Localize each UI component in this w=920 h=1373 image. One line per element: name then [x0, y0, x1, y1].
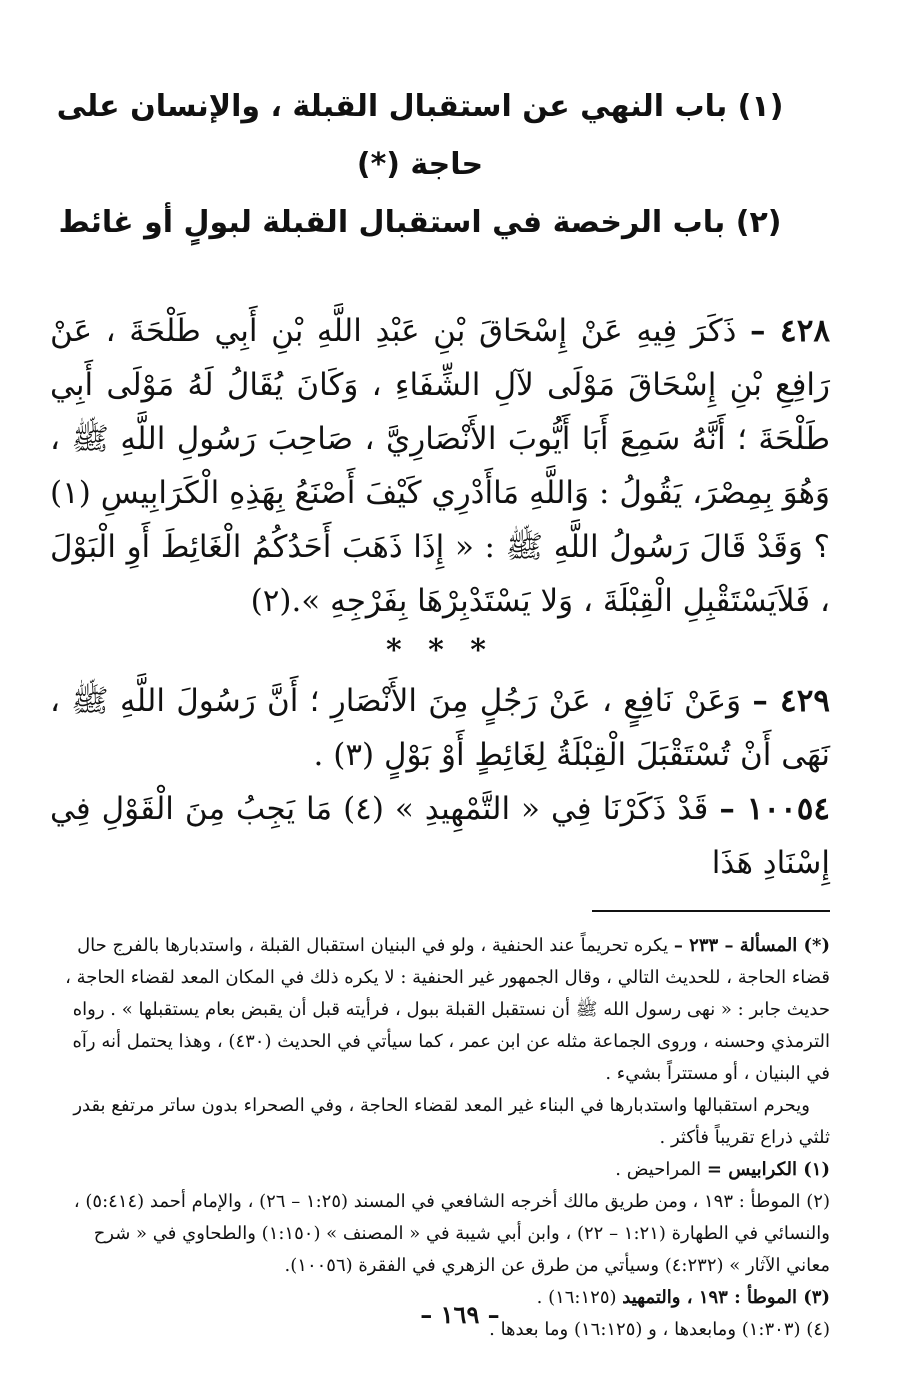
- footnote-3-label: (٣) الموطأ : ١٩٣ ، والتمهيد: [622, 1287, 830, 1308]
- footnote-1-label: (١) الكرابيس =: [706, 1159, 830, 1180]
- hadith-428-number: ٤٢٨ –: [750, 313, 830, 349]
- hadith-429-number: ٤٢٩ –: [752, 683, 830, 719]
- footnote-star-continuation: ويحرم استقبالها واستدبارها في البناء غير المعد لقضاء الحاجة ، وفي الصحراء بدون ساتر مرتفع بقدر ثلثي ذراع تقريباً فأكثر .: [73, 1095, 830, 1148]
- paragraph-10054-number: ١٠٠٥٤ –: [719, 791, 831, 827]
- footnote-4: (٤) (١:٣٠٣) ومابعدها ، و (١٦:١٢٥) وما بعدها .: [489, 1319, 830, 1340]
- footnote-star-text: يكره تحريماً عند الحنفية ، ولو في البنيان استقبال القبلة ، واستدبارها بالفرج حال قضاء الحاجة ، للحديث التالي ، وقال الجمهور غير الحنفية : لا يكره ذلك في المكان المعد لقضاء الحاجة ، حديث جابر : « نهى رسول الله ﷺ أن نستقبل القبلة ببول ، فرأيته قبل أن يقبض بعام يستقبلها » . رواه الترمذي وحسنه ، وروى الجماعة مثله عن ابن عمر ، كما سيأتي في الحديث (٤٣٠) ، وهذا يحتمل أنه رآه في البنيان ، أو مستتراً بشيء .: [65, 935, 830, 1084]
- paragraph-10054-text: قَدْ ذَكَرْنَا فِي « التَّمْهِيدِ » (٤) مَا يَجِبُ مِنَ الْقَوْلِ فِي إِسْنَادِ هَذَا: [50, 791, 830, 881]
- footnote-1: [50, 1154, 830, 1186]
- chapter-title-2: (٢) باب الرخصة في استقبال القبلة لبولٍ أو غائط: [58, 205, 782, 240]
- footnote-divider: [592, 910, 830, 912]
- chapter-title-1: (١) باب النهي عن استقبال القبلة ، والإنسان على حاجة (*): [56, 89, 784, 182]
- hadith-428-text: ذَكَرَ فِيهِ عَنْ إِسْحَاقَ بْنِ عَبْدِ اللَّهِ بْنِ أَبِي طَلْحَةَ ، عَنْ رَافِعِ بْنِ إِسْحَاقَ مَوْلَى لآلِ الشِّفَاءِ ، وَكَانَ يُقَالُ لَهُ مَوْلَى أَبِي طَلْحَةَ ؛ أَنَّهُ سَمِعَ أَبَا أَيُّوبَ الأَنْصَارِيَّ ، صَاحِبَ رَسُولِ اللَّهِ ﷺ ، وَهُوَ بِمِصْرَ، يَقُولُ : وَاللَّهِ مَاأَدْرِي كَيْفَ أَصْنَعُ بِهَذِهِ الْكَرَابِيسِ (١) ؟ وَقَدْ قَالَ رَسُولُ اللَّهِ ﷺ : « إِذَا ذَهَبَ أَحَدُكُمُ الْغَائِطَ أَوِ الْبَوْلَ ، فَلاَيَسْتَقْبِلِ الْقِبْلَةَ ، وَلا يَسْتَدْبِرْهَا بِفَرْجِهِ ».(٢): [50, 313, 830, 619]
- footnote-2: (٢) الموطأ : ١٩٣ ، ومن طريق مالك أخرجه الشافعي في المسند (١:٢٥ – ٢٦) ، والإمام أحمد (٥:٤١٤) ، والنسائي في الطهارة (١:٢١ – ٢٢) ، وابن أبي شيبة في « المصنف » (١:١٥٠) والطحاوي في « شرح معاني الآثار » (٤:٢٣٢) وسيأتي من طرق عن الزهري في الفقرة (١٠٠٥٦).: [73, 1191, 830, 1276]
- footnotes: [50, 930, 830, 1346]
- footnote-1-text: المراحيض .: [615, 1159, 702, 1180]
- footnote-star: [50, 930, 830, 1090]
- hadith-429: [50, 674, 830, 782]
- hadith-429-text: وَعَنْ نَافِعٍ ، عَنْ رَجُلٍ مِنَ الأَنْصَارِ ؛ أَنَّ رَسُولَ اللَّهِ ﷺ ، نَهَى أَنْ تُسْتَقْبَلَ الْقِبْلَةُ لِغَائِطٍ أَوْ بَوْلٍ (٣) .: [50, 683, 830, 773]
- page-number: – ١٦٩ –: [420, 1300, 500, 1329]
- page-body: [50, 78, 830, 1346]
- section-separator: * * *: [386, 633, 494, 668]
- footnote-3-text: (١٦:١٢٥) .: [536, 1287, 617, 1308]
- hadith-428: [50, 304, 830, 628]
- footnote-star-label: (*) المسألة – ٢٣٣ –: [673, 935, 830, 956]
- paragraph-10054: [50, 782, 830, 890]
